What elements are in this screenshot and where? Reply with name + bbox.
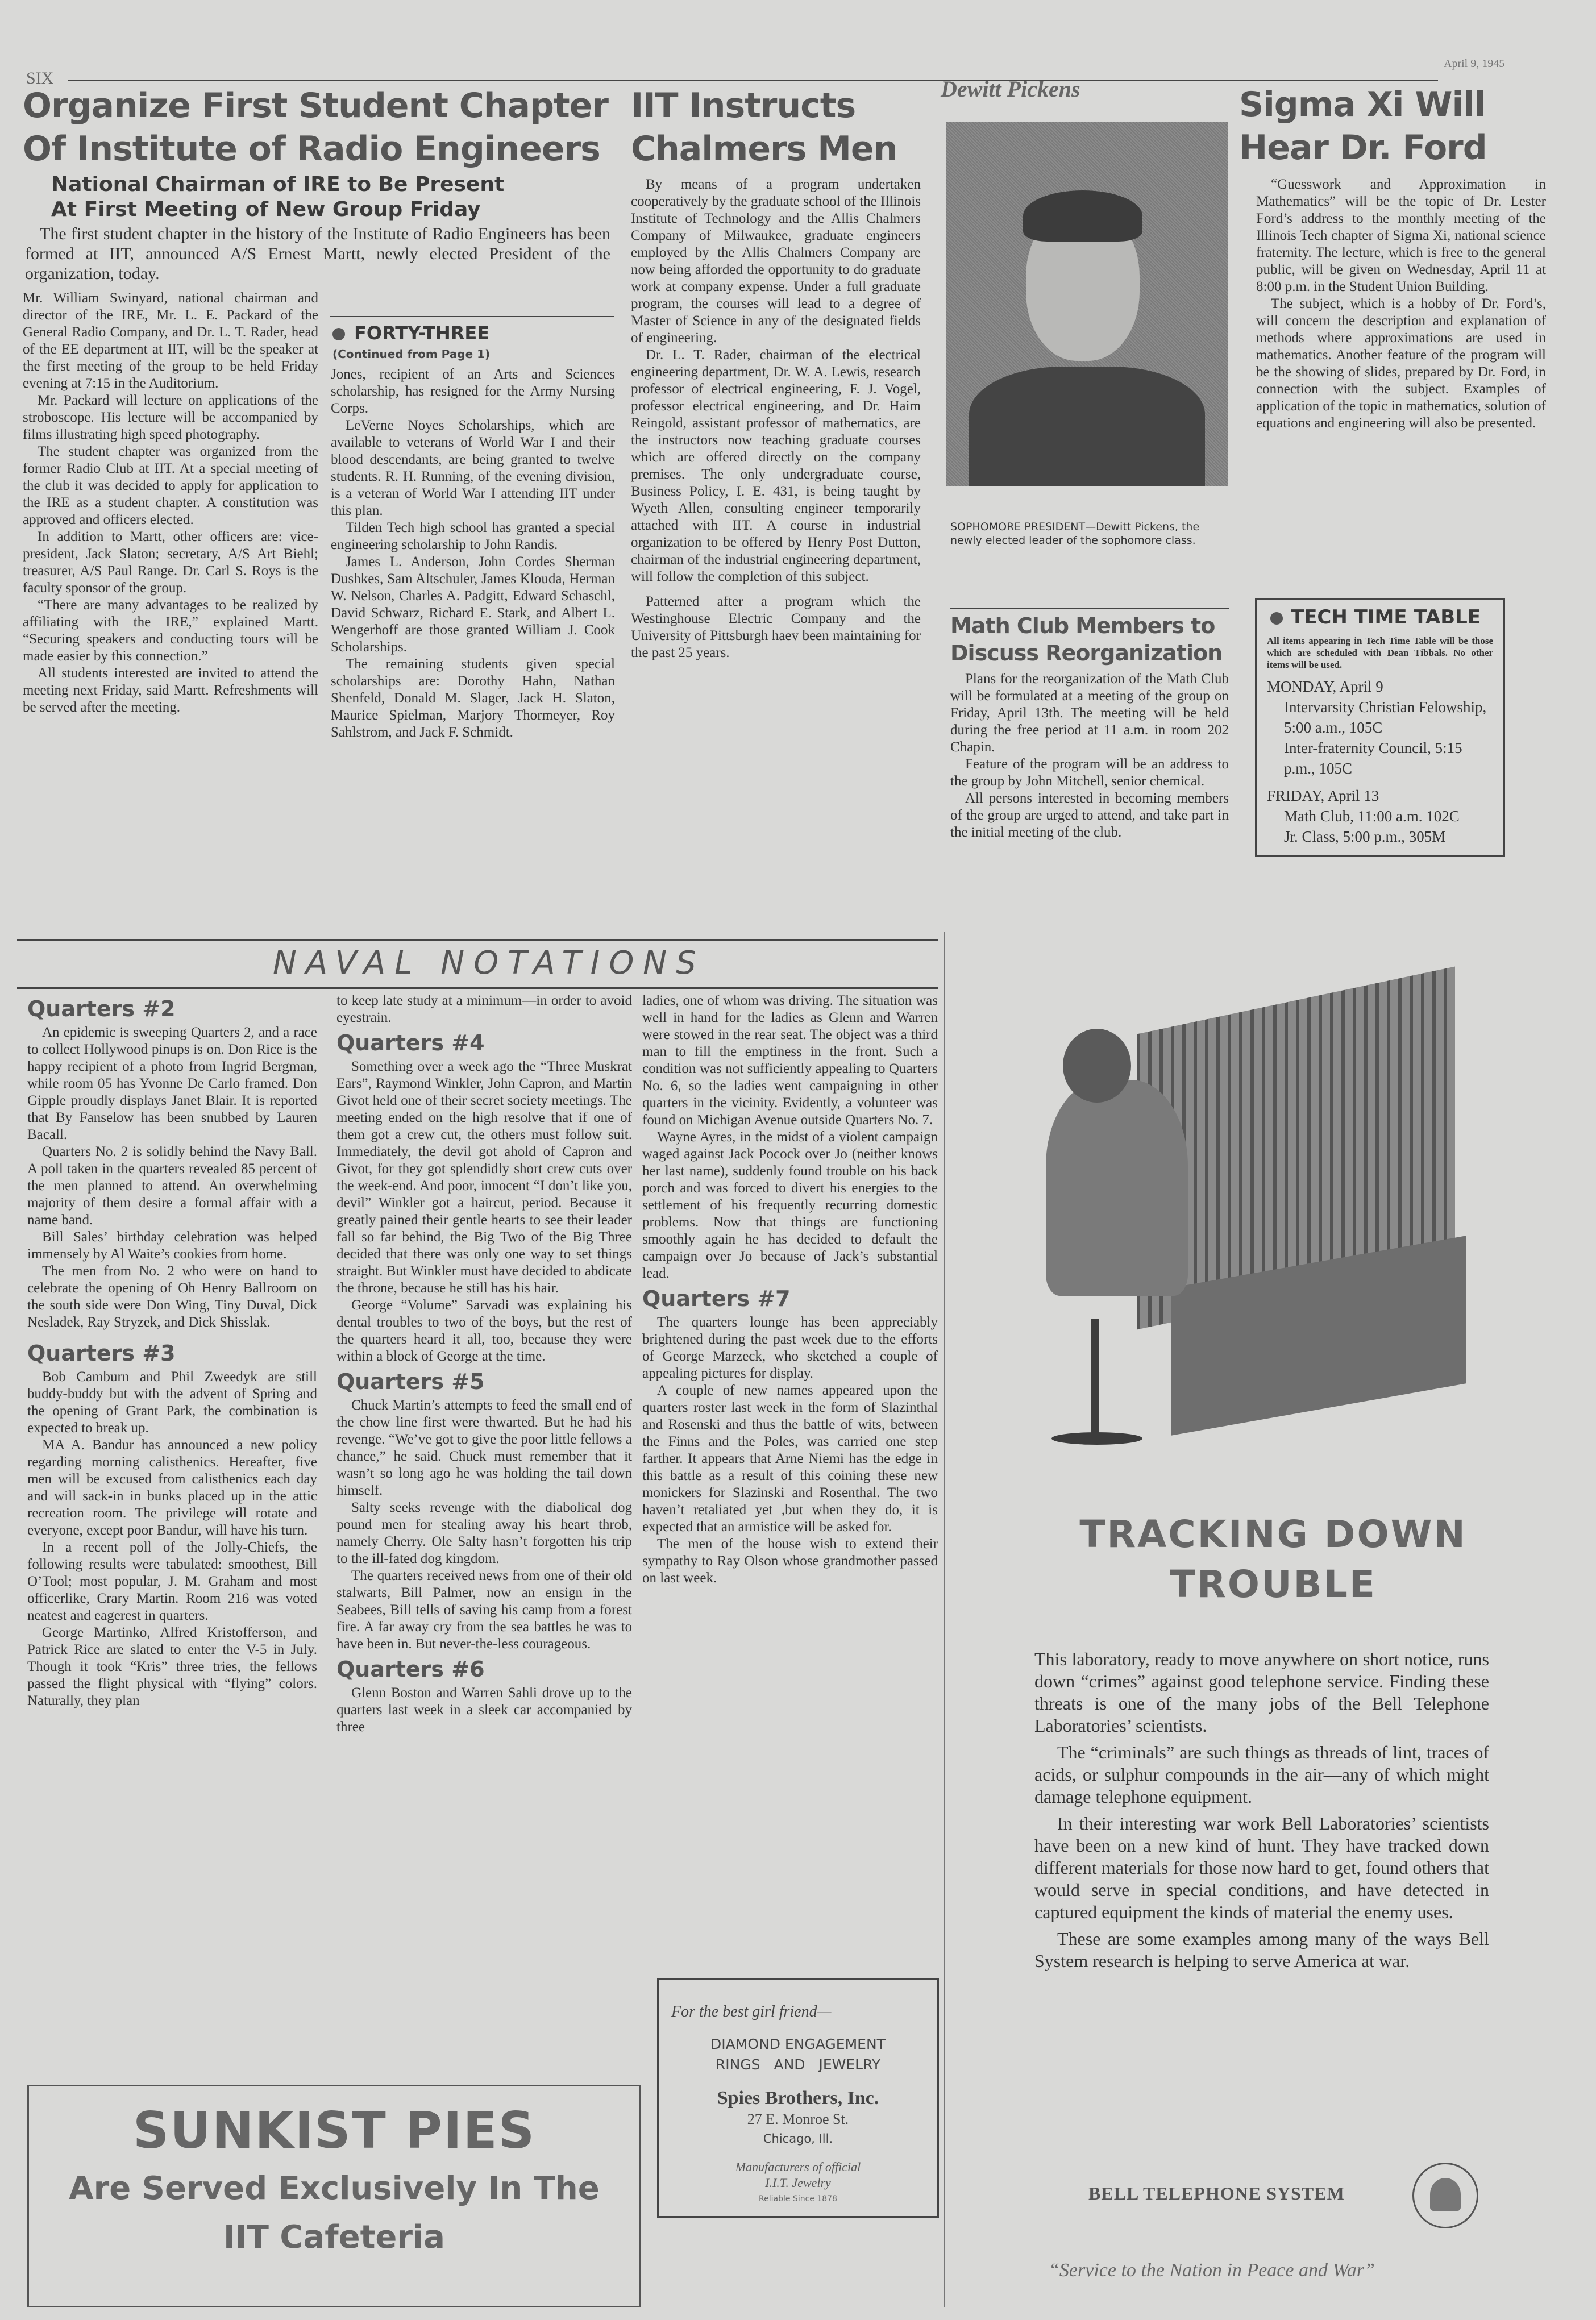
bell-body [1034,1648,1489,1972]
forty-three-continued: (Continued from Page 1) [332,347,491,361]
quarters-3-heading: Quarters #3 [27,1341,176,1366]
forty-three-paragraph: Tilden Tech high school has granted a special engineering scholarship to John Randis. [331,520,615,552]
quarters-5-heading: Quarters #5 [336,1369,485,1394]
math-club-headline-2: Discuss Reorganization [950,641,1223,666]
spies-official-2: I.I.T. Jewelry [765,2176,831,2190]
ire-body [23,290,318,716]
bullet-icon [332,328,345,340]
naval-paragraph: Quarters No. 2 is solidly behind the Navy Ball. A poll taken in the quarters revealed 85 percent of the men planned to attend. An overwhelming majority of them desire a formal affair with a name band. [27,1144,317,1228]
time-table-heading [1270,605,1493,629]
bell-paragraph: The “criminals” are such things as threads of lint, traces of acids, or sulphur compounds in the air—any of which might damage telephone equipment. [1034,1742,1489,1807]
naval-paragraph: George “Volume” Sarvadi was explaining his dental troubles to two of the boys, but the rest of the quarters heard it all, too, because they were within a block of George at the time. [336,1298,632,1364]
time-table-days [1267,676,1493,847]
ire-paragraph: In addition to Martt, other officers are: vice-president, Jack Slaton; secretary, A/S Art Biehl; treasurer, A/S Paul Range. Dr. Carl S. Roys is the faculty sponsor of the group. [23,529,318,596]
chalmers-paragraph: Dr. L. T. Rader, chairman of the electrical engineering department, Dr. W. A. Lewis, research professor of electrical engineering, F. J. Vogel, professor electrical engineering, and Dr. Haim Reingold, assistant professor of mathematics, are the instructors now teaching graduate courses which are offered directly on the company premises. The only undergraduate course, Business Policy, I. E. 431, is being taught by Wyeth Allen, consulting engineer temporarily attached with IIT. A course in industrial organization to be offered by Henry Post Dutton, chairman of the industrial engineering department, will follow the completion of this subject. [631,347,921,584]
quarters-6-heading: Quarters #6 [336,1657,485,1682]
sunkist-line-3: IIT Cafeteria [223,2219,445,2256]
quarters-2-heading: Quarters #2 [27,996,176,1021]
pickens-portrait-photo [946,122,1228,486]
ire-headline-2: Of Institute of Radio Engineers [23,129,600,169]
naval-paragraph: An epidemic is sweeping Quarters 2, and a race to collect Hollywood pinups is on. Don Rice is the happy recipient of a photo from Ingrid Bergman, while room 05 has Yvonne De Carlo framed. Don Gipple proudly displays Janet Blair. It is reported that By Fanselow has been snubbed by Lauren Bacall. [27,1025,317,1142]
naval-column-2 [336,992,632,1736]
naval-paragraph: The quarters lounge has been appreciably brightened during the past week due to the efforts of George Marzeck, who sketched a couple of appealing pictures for display. [642,1315,938,1381]
naval-paragraph: ladies, one of whom was driving. The situation was well in hand for the ladies as Glenn and Warren were stowed in the rear seat. The object was a third man to fill the emptiness in the front. Such a condition was not sufficiently appealing to Quarters No. 6, so the ladies went campaigning in other quarters in the vicinity. Evidently, a volunteer was found on Michigan Avenue outside Quarters No. 7. [642,993,938,1128]
math-club-body [950,671,1229,841]
naval-paragraph: In a recent poll of the Jolly-Chiefs, the following results were tabulated: smoothest, Bill O’Tool; most popular, J. M. Graham and most officerlike, Crary Martin. Room 216 was voted neatest and eagerest in quarters. [27,1540,317,1623]
time-table-item: Math Club, 11:00 a.m. 102C [1284,808,1460,825]
forty-three-heading [332,322,489,344]
time-table-title: TECH TIME TABLE [1291,606,1481,629]
math-club-paragraph: Feature of the program will be an address to the group by John Mitchell, senior chemical. [950,756,1229,789]
bell-headline-1: TRACKING DOWN [1079,1512,1467,1556]
naval-paragraph: to keep late study at a minimum—in order to avoid eyestrain. [336,993,632,1025]
time-table-item: Jr. Class, 5:00 p.m., 305M [1284,828,1446,845]
chalmers-headline-2: Chalmers Men [631,129,897,169]
spies-official-1: Manufacturers of official [735,2160,861,2174]
forty-three-body [331,366,615,741]
forty-three-paragraph: Jones, recipient of an Arts and Sciences scholarship, has resigned for the Army Nursing Corps. [331,367,615,416]
math-club-paragraph: Plans for the reorganization of the Math Club will be formulated at a meeting of the group on Friday, April 13th. The meeting will be held during the free period at 11 a.m. in room 202 Chapin. [950,671,1229,755]
sigma-xi-headline-1: Sigma Xi Will [1239,85,1486,124]
naval-paragraph: Chuck Martin’s attempts to feed the small end of the chow line first were thwarted. But he had his revenge. “We’ve got to give the poor little fellows a chance,” he said. Chuck must remember that it wasn’t so long ago he was holding the tail down himself. [336,1398,632,1498]
spies-line-1: DIAMOND ENGAGEMENT [710,2036,886,2052]
spies-tagline: For the best girl friend— [671,2003,832,2020]
ire-lede [25,224,610,284]
caption-rule [950,608,1229,609]
ire-lede-text: The first student chapter in the history of the Institute of Radio Engineers has been formed at IIT, announced A/S Ernest Martt, newly elected President of the organization, today. [25,224,610,283]
bell-slogan: “Service to the Nation in Peace and War” [1049,2260,1375,2281]
time-table-day: FRIDAY, April 13 [1267,787,1379,804]
naval-rule-bottom [17,987,938,989]
ire-paragraph: Mr. William Swinyard, national chairman and director of the IRE, Mr. L. E. Packard of the General Radio Company, and Dr. L. T. Rader, head of the EE department at IIT, will be the speaker at the first meeting of the group to be held Friday evening at 7:15 in the Auditorium. [23,290,318,391]
math-club-headline-1: Math Club Members to [950,613,1215,638]
forty-three-rule [330,316,614,317]
time-table-item: Inter-fraternity Council, 5:15 p.m., 105C [1284,739,1462,777]
naval-paragraph: George Martinko, Alfred Kristofferson, and Patrick Rice are slated to enter the V-5 in July. Though it took “Kris” three tries, the fellows passed the flight physical with “flying” colors. Naturally, they plan [27,1625,317,1708]
sunkist-line-1: SUNKIST PIES [132,2101,536,2160]
chalmers-body [631,176,921,662]
naval-paragraph: Bob Camburn and Phil Zweedyk are still buddy-buddy but with the advent of Spring and the opening of Grant Park, the combination is expected to break up. [27,1369,317,1436]
ire-paragraph: The student chapter was organized from the former Radio Club at IIT. At a special meeting of the club it was decided to apply for application to the IRE as a student chapter. A constitution was approved and officers elected. [23,444,318,527]
naval-paragraph: A couple of new names appeared upon the quarters roster last week in the form of Slazinthal and Rosenski and thus the battle of wits, between the Finns and the Poles, was carried one step farther. It appears that Arne Niemi has the edge in this battle as a result of this coining these new monickers for Slazinski and Rosenthal. The two haven’t retaliated yet ,but when they do, it is expected that an armistice will be asked for. [642,1383,938,1535]
naval-paragraph: The men of the house wish to extend their sympathy to Ray Olson whose grandmother passed on last week. [642,1536,938,1586]
quarters-7-heading: Quarters #7 [642,1286,791,1311]
portrait-hair [1023,190,1142,242]
bell-paragraph: In their interesting war work Bell Laboratories’ scientists have been on a new kind of hunt. They have tracked down different materials for those now hard to get, found others that would serve in special conditions, and have detected in captured equipment the kinds of material the enemy uses. [1034,1813,1489,1922]
pickens-caption: SOPHOMORE PRESIDENT—Dewitt Pickens, the newly elected leader of the sophomore class. [950,521,1200,547]
naval-column-1 [27,992,317,1710]
forty-three-paragraph: LeVerne Noyes Scholarships, which are available to veterans of World War I and their blood descendants, are being granted to twelve students. R. H. Running, of the evening division, is a veteran of World War I attending IIT under this plan. [331,418,615,518]
naval-rule-top [17,939,938,941]
time-table-note: All items appearing in Tech Time Table will be those which are scheduled with Dean Tibbals. No other items will be used. [1267,635,1493,670]
issue-date: April 9, 1945 [1444,57,1505,70]
naval-column-3 [642,992,938,1587]
tech-time-table [1255,598,1505,857]
spies-street: 27 E. Monroe St. [747,2111,849,2127]
sigma-xi-paragraph: The subject, which is a hobby of Dr. Ford’s, will concern the description and explanation of methods where approximations are used in mathematics. Another feature of the program will be the showing of slides, prepared by Dr. Ford, in connection with the subject. Examples of application of the topic in mathematics, solution of equations and engineering will also be presented. [1256,296,1546,431]
naval-paragraph: MA A. Bandur has announced a new policy regarding morning calisthenics. Hereafter, five men will be excused from calisthenics each day and will sack-in in bunks placed up in the attic recreation room. The privilege will rotate and everyone, except poor Bandur, will have his turn. [27,1437,317,1538]
math-club-paragraph: All persons interested in becoming members of the group are urged to attend, and take part in the initial meeting of the club. [950,791,1229,840]
forty-three-paragraph: The remaining students given special scholarships are: Dorothy Hahn, Nathan Shenfeld, Donald M. Slager, Jack H. Slaton, Maurice Spielman, Marjory Thormeyer, Roy Sahlstrom, and Jack F. Schmidt. [331,656,615,740]
ire-paragraph: Mr. Packard will lecture on applications of the stroboscope. His lecture will be accompanied by films illustrating high speed photography. [23,393,318,442]
masthead-rule [68,80,1438,81]
ire-paragraph: “There are many advantages to be realized by affiliating with the IRE,” explained Martt. “Securing speakers and conducting tours will be made easier by this connection.” [23,597,318,664]
sunkist-pies-ad [27,2085,641,2307]
pickens-name-header: Dewitt Pickens [941,76,1080,102]
column-divider [944,932,945,2307]
bullet-icon [1270,612,1283,625]
bell-paragraph: These are some examples among many of the ways Bell System research is helping to serve America at war. [1034,1928,1489,1971]
naval-paragraph: Wayne Ayres, in the midst of a violent campaign waged against Jack Pocock over Jo (neither knows her last name), suddenly found trouble on his back porch and was forced to divert his energies to the settlement of his frequently recurring domestic problems. Now that things are functioning smoothly again he has decided to default the campaign over Jo because of Jack’s substantial lead. [642,1129,938,1281]
time-table-item: Intervarsity Christian Felowship, 5:00 a.m., 105C [1284,699,1487,736]
scientist-head [1063,1029,1131,1103]
scientist-figure [1046,1080,1188,1296]
bell-headline-2: TROUBLE [1170,1562,1377,1606]
quarters-4-heading: Quarters #4 [336,1030,485,1055]
naval-paragraph: Something over a week ago the “Three Muskrat Ears”, Raymond Winkler, John Capron, and Martin Givot held one of their secret society meetings. The meeting ended on the high resolve that if one of them got a crew cut, the others must follow suit. Immediately, the devil got ahold of Capron and Givot, for they got splendidly short crew cuts over the week-end. And poor, innocent “I don’t like you, devil” Winkler got a haircut, period. Because it greatly pained their gentle hearts to see their leader fall so far behind, the Big Two of the Big Three decided that there was only one way to set things straight. But Winkler must have decided to abdicate the throne, because he still has his hair. [336,1059,632,1296]
naval-paragraph: Bill Sales’ birthday celebration was helped immensely by Al Waite’s cookies from home. [27,1229,317,1262]
naval-paragraph: Salty seeks revenge with the diabolical dog pound men for stealing away his heart throb, namely Cherry. Ole Salty hasn’t forgotten his trip to the ill-fated dog kingdom. [336,1500,632,1566]
sigma-xi-headline-2: Hear Dr. Ford [1239,128,1487,168]
spies-since: Reliable Since 1878 [759,2194,837,2203]
chalmers-paragraph: By means of a program undertaken cooperatively by the graduate school of the Illinois Institute of Technology and the Allis Chalmers Company of Milwaukee, graduate engineers employed by the Allis Chalmers Company are now being afforded the opportunity to do graduate work at company expense. Under a full graduate program, the courses will lead to a degree of Master of Science in any of the designated fields of engineering. [631,177,921,346]
chalmers-headline-1: IIT Instructs [631,86,856,126]
bell-shape [1430,2178,1461,2211]
stool [1091,1319,1099,1444]
ire-deck-2: At First Meeting of New Group Friday [51,198,481,221]
portrait-uniform [969,367,1205,486]
ire-paragraph: All students interested are invited to attend the meeting next Friday, said Martt. Refreshments will be served after the meeting. [23,666,318,715]
ire-headline-1: Organize First Student Chapter [23,86,608,126]
sigma-xi-paragraph: “Guesswork and Approximation in Mathematics” will be the topic of Dr. Lester Ford’s address to the monthly meeting of the Illinois Tech chapter of Sigma Xi, national science fraternity. The lecture, which is free to the general public, will be given on Wednesday, April 11 at 8:00 p.m. in the Student Union Building. [1256,177,1546,294]
stool-base [1051,1432,1142,1445]
spies-line-2: RINGS AND JEWELRY [715,2056,881,2073]
bell-signature: BELL TELEPHONE SYSTEM [1088,2183,1345,2203]
spies-brothers-ad [657,1978,939,2218]
sunkist-line-2: Are Served Exclusively In The [69,2170,600,2207]
naval-paragraph: Glenn Boston and Warren Sahli drove up to the quarters last week in a sleek car accompanied by three [336,1685,632,1735]
naval-banner: NAVAL NOTATIONS [273,945,705,982]
naval-paragraph: The quarters received news from one of their old stalwarts, Bill Palmer, now an ensign in the Seabees, Bill tells of saving his camp from a forest fire. A far away cry from the sea battles he was to have been in. But never-the-less courageous. [336,1568,632,1652]
spies-city: Chicago, Ill. [763,2132,833,2146]
chalmers-paragraph: Patterned after a program which the Westinghouse Electric Company and the University of Pittsburgh haev been maintaining for the past 25 years. [631,594,921,660]
forty-three-title: FORTY-THREE [354,322,490,344]
bell-logo-icon [1412,2163,1478,2228]
time-table-day: MONDAY, April 9 [1267,678,1383,695]
forty-three-paragraph: James L. Anderson, John Cordes Sherman Dushkes, Sam Altschuler, James Klouda, Herman W. Nelson, Charles A. Padgitt, Edward Schaschl, David Schwarz, Richard E. Stark, and Albert L. Wengerhoff are those granted William J. Cook Scholarships. [331,554,615,655]
ire-deck-1: National Chairman of IRE to Be Present [51,173,505,196]
page-number: SIX [26,69,54,88]
spies-company: Spies Brothers, Inc. [717,2088,879,2109]
bell-paragraph: This laboratory, ready to move anywhere on short notice, runs down “crimes” against good telephone service. Finding these threats is one of the many jobs of the Bell Telephone Laboratories’ scientists. [1034,1649,1489,1736]
naval-paragraph: The men from No. 2 who were on hand to celebrate the opening of Oh Henry Ballroom on the south side were Don Wing, Tiny Duval, Dick Nesladek, Ray Stryzek, and Dick Shisslak. [27,1263,317,1330]
bell-lab-illustration [1000,966,1501,1466]
sigma-xi-body [1256,176,1546,432]
